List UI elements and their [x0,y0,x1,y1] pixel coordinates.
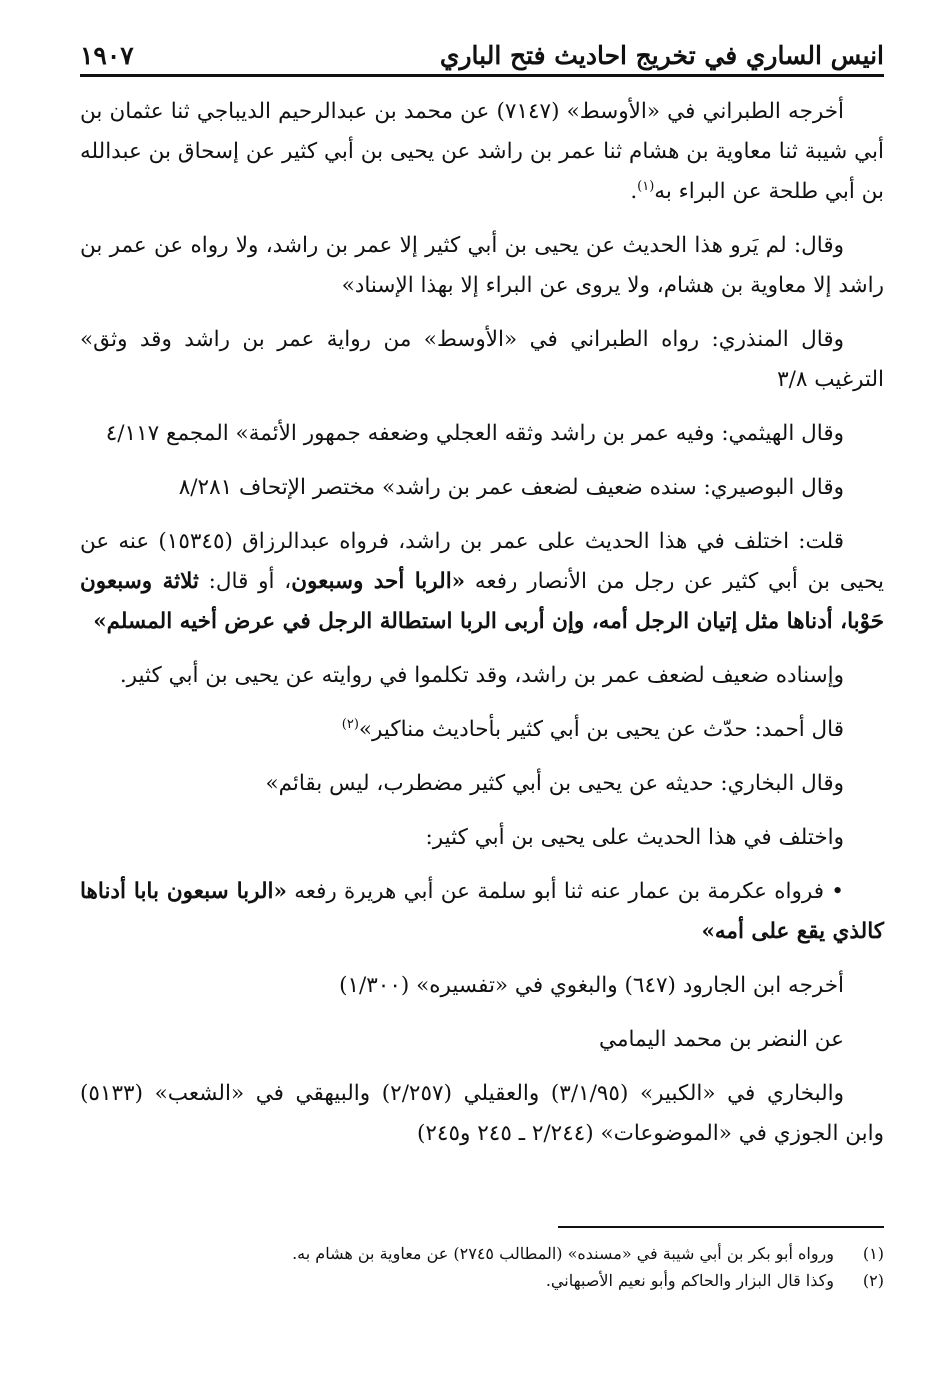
paragraph [80,226,884,306]
footnote-number: (١) [862,1244,884,1263]
text-run: وقال البوصيري: سنده ضعيف لضعف عمر بن راشد» مختصر الإتحاف ٨/٢٨١ [178,475,844,500]
text-run: وإسناده ضعيف لضعف عمر بن راشد، وقد تكلموا في روايته عن يحيى بن أبي كثير. [119,663,844,688]
text-run: وقال المنذري: رواه الطبراني في «الأوسط» من رواية عمر بن راشد وقد وثق» الترغيب ٣/٨ [80,327,884,392]
book-title: انيس الساري في تخريج احاديث فتح الباري [439,41,884,70]
text-run: وقال البخاري: حديثه عن يحيى بن أبي كثير مضطرب، ليس بقائم» [265,771,844,796]
footnote-text: ورواه أبو بكر بن أبي شيبة في «مسنده» (المطالب ٢٧٤٥) عن معاوية بن هشام به. [292,1244,834,1263]
footnote-number: (٢) [862,1271,884,1290]
text-run: والبخاري في «الكبير» (٣/١/٩٥) والعقيلي (٢/٢٥٧) والبيهقي في «الشعب» (٥١٣٣) وابن الجوزي في «الموضوعات» (٢/٢٤٤ ـ ٢٤٥ و٢٤٥) [80,1081,884,1146]
paragraph [80,1074,884,1154]
paragraph [80,468,884,508]
text-run: قلت: اختلف في هذا الحديث على عمر بن راشد، فرواه عبدالرزاق (١٥٣٤٥) عنه عن يحيى بن أبي كثير عن رجل من الأنصار رفعه [80,529,884,594]
bold-hadith-text: «الربا سبعون بابا أدناها كالذي يقع على أمه» [80,879,884,944]
footnote-separator [558,1226,884,1228]
paragraph [80,710,884,750]
paragraph [80,320,884,400]
paragraph [80,872,884,952]
text-run: • فرواه عكرمة بن عمار عنه ثنا أبو سلمة عن أبي هريرة رفعه [286,879,844,904]
text-run: أخرجه ابن الجارود (٦٤٧) والبغوي في «تفسيره» (١/٣٠٠) [339,973,844,998]
running-header [80,30,884,77]
page-number: ١٩٠٧ [80,41,134,70]
footnote-text: وكذا قال البزار والحاكم وأبو نعيم الأصبهاني. [545,1271,834,1290]
bold-hadith-text: «الربا أحد وسبعون [291,569,466,594]
paragraph [80,1020,884,1060]
main-text [80,92,884,1168]
footnote-ref: (١) [637,178,655,194]
paragraph [80,414,884,454]
bold-hadith-text: ثلاثة وسبعون حَوْبا، أدناها مثل إتيان الرجل أمه، وإن أربى الربا استطالة الرجل في عرض أخيه المسلم» [80,569,884,634]
text-run: وقال الهيثمي: وفيه عمر بن راشد وثقه العجلي وضعفه جمهور الأئمة» المجمع ٤/١١٧ [105,421,844,446]
text-run: وقال: لم يَرو هذا الحديث عن يحيى بن أبي كثير إلا عمر بن راشد، ولا رواه عن عمر بن راشد إلا معاوية بن هشام، ولا يروى عن البراء إلا بهذا الإسناد» [80,233,884,298]
text-run: ، أو قال: [198,569,292,594]
paragraph [80,92,884,212]
paragraph [80,966,884,1006]
paragraph [80,656,884,696]
footnote [80,1240,884,1267]
text-run: عن النضر بن محمد اليمامي [599,1027,844,1052]
paragraph [80,818,884,858]
text-run: قال أحمد: حدّث عن يحيى بن أبي كثير بأحاديث مناكير» [358,717,844,742]
footnote-ref: (٢) [341,716,359,732]
text-run: واختلف في هذا الحديث على يحيى بن أبي كثير: [425,825,844,850]
footnote [80,1267,884,1294]
text-run: أخرجه الطبراني في «الأوسط» (٧١٤٧) عن محمد بن عبدالرحيم الديباجي ثنا عثمان بن أبي شيبة ثنا معاوية بن هشام ثنا عمر بن راشد عن يحيى بن أبي كثير عن إسحاق بن عبدالله بن أبي طلحة عن البراء به [80,99,884,204]
paragraph [80,764,884,804]
text-run: . [630,179,638,204]
footnotes [80,1240,884,1294]
paragraph [80,522,884,642]
